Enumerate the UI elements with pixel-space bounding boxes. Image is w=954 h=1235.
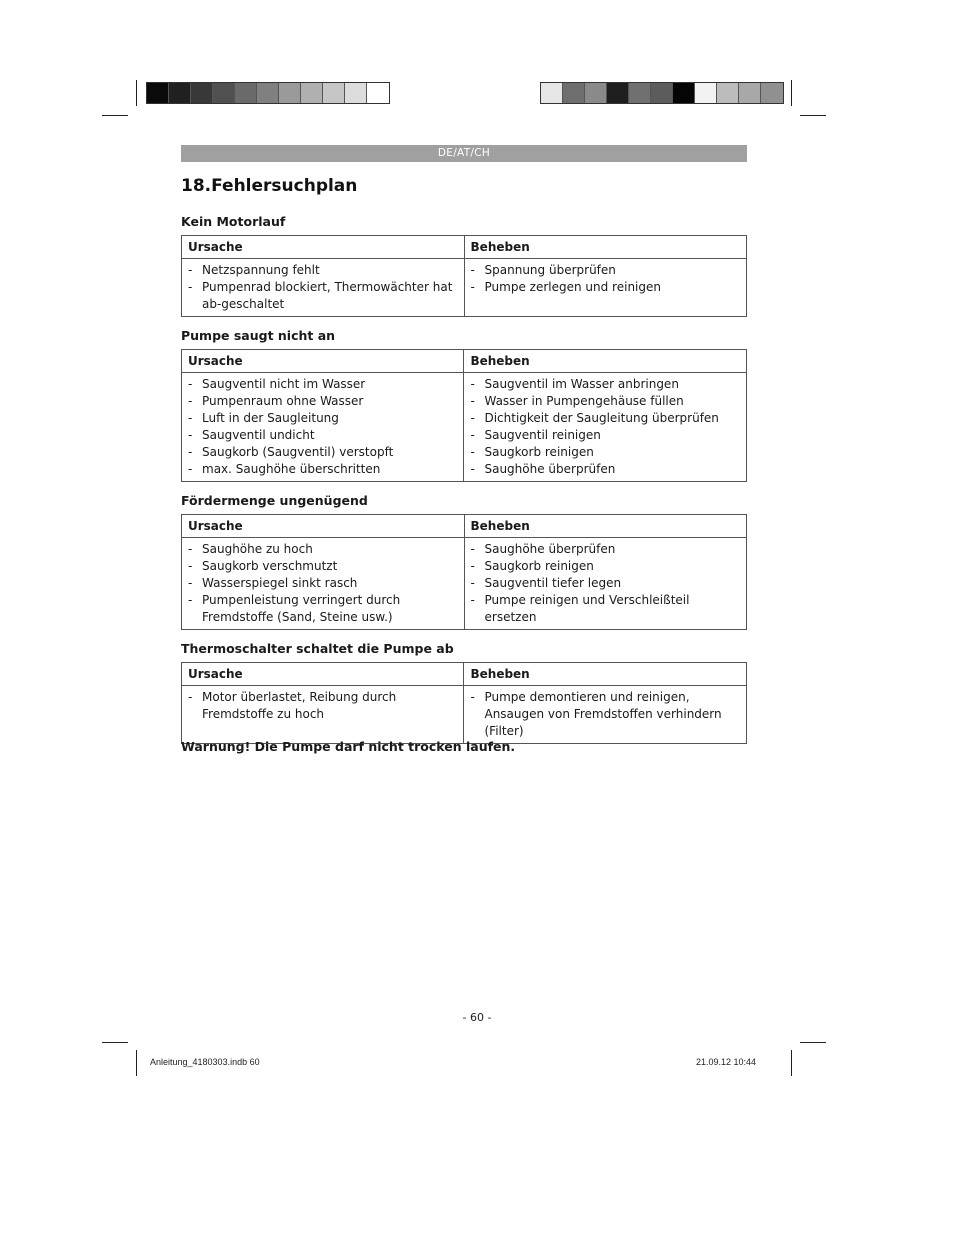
color-swatch: [147, 83, 169, 103]
list-item: [188, 592, 460, 626]
warning-text: Warnung! Die Pumpe darf nicht trocken laufen.: [181, 739, 516, 754]
list-item-text: Pumpenleistung verringert durch Fremdstoffe (Sand, Steine usw.): [202, 593, 401, 624]
list-item-text: Wasser in Pumpengehäuse füllen: [484, 394, 684, 408]
list-item-text: Saughöhe überprüfen: [484, 542, 616, 556]
color-swatch: [257, 83, 279, 103]
column-header-fix: Beheben: [464, 350, 747, 373]
color-swatch: [541, 83, 563, 103]
column-header-cause: Ursache: [182, 350, 464, 373]
dash-bullet: -: [188, 542, 193, 556]
dash-bullet: -: [188, 428, 193, 442]
color-swatch: [323, 83, 345, 103]
color-swatch: [717, 83, 739, 103]
list-item-text: Luft in der Saugleitung: [202, 411, 339, 425]
color-swatch: [345, 83, 367, 103]
list-item: [188, 427, 459, 444]
list-item: [471, 279, 742, 296]
list-item-text: Saugkorb reinigen: [484, 445, 594, 459]
color-swatch: [739, 83, 761, 103]
color-swatch: [279, 83, 301, 103]
troubleshooting-table: [181, 662, 747, 744]
list-item: [471, 262, 742, 279]
dash-bullet: -: [188, 690, 193, 704]
print-slug-datetime: 21.09.12 10:44: [695, 1057, 756, 1067]
list-item: [188, 279, 460, 313]
fix-list-cell: [464, 259, 746, 317]
fix-list: [471, 541, 742, 626]
list-item: [188, 262, 460, 279]
cause-list-cell: [182, 373, 464, 482]
list-item: [188, 689, 459, 723]
troubleshooting-section: [181, 214, 747, 317]
cause-list: [188, 689, 459, 723]
list-item: [470, 376, 742, 393]
dash-bullet: -: [188, 462, 193, 476]
list-item-text: Saugkorb verschmutzt: [202, 559, 338, 573]
color-swatch: [695, 83, 717, 103]
color-swatch: [213, 83, 235, 103]
dash-bullet: -: [470, 542, 475, 556]
fix-list-cell: [464, 373, 747, 482]
color-calibration-bar-left: [146, 82, 390, 104]
crop-mark: [102, 115, 128, 116]
color-swatch: [673, 83, 695, 103]
list-item: [471, 592, 742, 626]
dash-bullet: -: [188, 593, 193, 607]
list-item: [188, 376, 459, 393]
section-heading: Kein Motorlauf: [181, 214, 286, 229]
list-item-text: Saugkorb (Saugventil) verstopft: [202, 445, 394, 459]
fix-list: [470, 689, 742, 740]
troubleshooting-table: [181, 514, 747, 630]
dash-bullet: -: [470, 576, 475, 590]
column-header-fix: Beheben: [464, 515, 746, 538]
dash-bullet: -: [188, 445, 193, 459]
dash-bullet: -: [188, 280, 193, 294]
crop-mark: [136, 80, 137, 106]
color-swatch: [585, 83, 607, 103]
dash-bullet: -: [470, 411, 475, 425]
troubleshooting-section: [181, 641, 747, 744]
crop-mark: [791, 1050, 792, 1076]
fix-list-cell: [464, 686, 747, 744]
table-header-row: [182, 350, 747, 373]
fix-list-cell: [464, 538, 746, 630]
list-item-text: Saughöhe zu hoch: [202, 542, 313, 556]
list-item: [471, 575, 742, 592]
table-row: [182, 373, 747, 482]
color-swatch: [367, 83, 389, 103]
list-item-text: Dichtigkeit der Saugleitung überprüfen: [484, 411, 719, 425]
section-heading: Pumpe saugt nicht an: [181, 328, 336, 343]
table-header-row: [182, 236, 747, 259]
dash-bullet: -: [188, 411, 193, 425]
list-item: [470, 461, 742, 478]
list-item: [470, 444, 742, 461]
table-row: [182, 259, 747, 317]
list-item-text: Saugventil im Wasser anbringen: [484, 377, 679, 391]
list-item: [188, 444, 459, 461]
cause-list-cell: [182, 686, 464, 744]
fix-list: [471, 262, 742, 296]
column-header-cause: Ursache: [182, 515, 465, 538]
color-swatch: [651, 83, 673, 103]
list-item-text: Pumpe reinigen und Verschleißteil ersetzen: [484, 593, 690, 624]
cause-list: [188, 541, 460, 626]
color-calibration-bar-right: [540, 82, 784, 104]
dash-bullet: -: [470, 690, 475, 704]
fix-list: [470, 376, 742, 478]
dash-bullet: -: [470, 263, 475, 277]
troubleshooting-table: [181, 349, 747, 482]
color-swatch: [761, 83, 783, 103]
color-swatch: [235, 83, 257, 103]
color-swatch: [629, 83, 651, 103]
dash-bullet: -: [470, 445, 475, 459]
troubleshooting-section: [181, 328, 747, 482]
list-item: [188, 393, 459, 410]
crop-mark: [800, 115, 826, 116]
column-header-cause: Ursache: [182, 663, 464, 686]
column-header-fix: Beheben: [464, 236, 746, 259]
dash-bullet: -: [470, 280, 475, 294]
list-item: [470, 410, 742, 427]
list-item-text: Saugventil reinigen: [484, 428, 601, 442]
print-slug-file: Anleitung_4180303.indb 60: [150, 1057, 260, 1067]
section-heading: Thermoschalter schaltet die Pumpe ab: [181, 641, 454, 656]
troubleshooting-section: [181, 493, 747, 630]
dash-bullet: -: [188, 559, 193, 573]
color-swatch: [301, 83, 323, 103]
list-item: [188, 558, 460, 575]
page-title: 18.Fehlersuchplan: [181, 176, 358, 196]
list-item-text: Saugventil tiefer legen: [484, 576, 622, 590]
list-item-text: Saugventil nicht im Wasser: [202, 377, 366, 391]
list-item-text: Motor überlastet, Reibung durch Fremdstoffe zu hoch: [202, 690, 397, 721]
table-header-row: [182, 515, 747, 538]
cause-list-cell: [182, 259, 465, 317]
language-header-bar: DE/AT/CH: [181, 145, 747, 162]
crop-mark: [800, 1042, 826, 1043]
list-item: [188, 461, 459, 478]
list-item-text: Saugventil undicht: [202, 428, 315, 442]
list-item: [188, 410, 459, 427]
list-item: [471, 558, 742, 575]
list-item-text: Spannung überprüfen: [484, 263, 616, 277]
list-item: [470, 393, 742, 410]
dash-bullet: -: [470, 428, 475, 442]
page-number: - 60 -: [462, 1011, 492, 1024]
dash-bullet: -: [188, 394, 193, 408]
color-swatch: [607, 83, 629, 103]
column-header-cause: Ursache: [182, 236, 465, 259]
column-header-fix: Beheben: [464, 663, 747, 686]
cause-list-cell: [182, 538, 465, 630]
color-swatch: [191, 83, 213, 103]
section-heading: Fördermenge ungenügend: [181, 493, 368, 508]
list-item-text: Pumpe zerlegen und reinigen: [484, 280, 661, 294]
cause-list: [188, 376, 459, 478]
dash-bullet: -: [188, 263, 193, 277]
dash-bullet: -: [470, 377, 475, 391]
list-item-text: Saugkorb reinigen: [484, 559, 594, 573]
table-header-row: [182, 663, 747, 686]
color-swatch: [169, 83, 191, 103]
crop-mark: [102, 1042, 128, 1043]
dash-bullet: -: [188, 576, 193, 590]
list-item: [470, 427, 742, 444]
troubleshooting-table: [181, 235, 747, 317]
list-item: [471, 541, 742, 558]
crop-mark: [136, 1050, 137, 1076]
list-item: [188, 541, 460, 558]
list-item: [188, 575, 460, 592]
list-item-text: Pumpenrad blockiert, Thermowächter hat ab-geschaltet: [202, 280, 453, 311]
list-item-text: Wasserspiegel sinkt rasch: [202, 576, 358, 590]
list-item-text: Netzspannung fehlt: [202, 263, 320, 277]
cause-list: [188, 262, 460, 313]
list-item-text: Saughöhe überprüfen: [484, 462, 616, 476]
table-row: [182, 686, 747, 744]
table-row: [182, 538, 747, 630]
dash-bullet: -: [470, 559, 475, 573]
dash-bullet: -: [188, 377, 193, 391]
dash-bullet: -: [470, 394, 475, 408]
color-swatch: [563, 83, 585, 103]
list-item: [470, 689, 742, 740]
list-item-text: Pumpe demontieren und reinigen, Ansaugen von Fremdstoffen verhindern (Filter): [484, 690, 722, 738]
crop-mark: [791, 80, 792, 106]
list-item-text: Pumpenraum ohne Wasser: [202, 394, 364, 408]
list-item-text: max. Saughöhe überschritten: [202, 462, 381, 476]
dash-bullet: -: [470, 462, 475, 476]
dash-bullet: -: [470, 593, 475, 607]
